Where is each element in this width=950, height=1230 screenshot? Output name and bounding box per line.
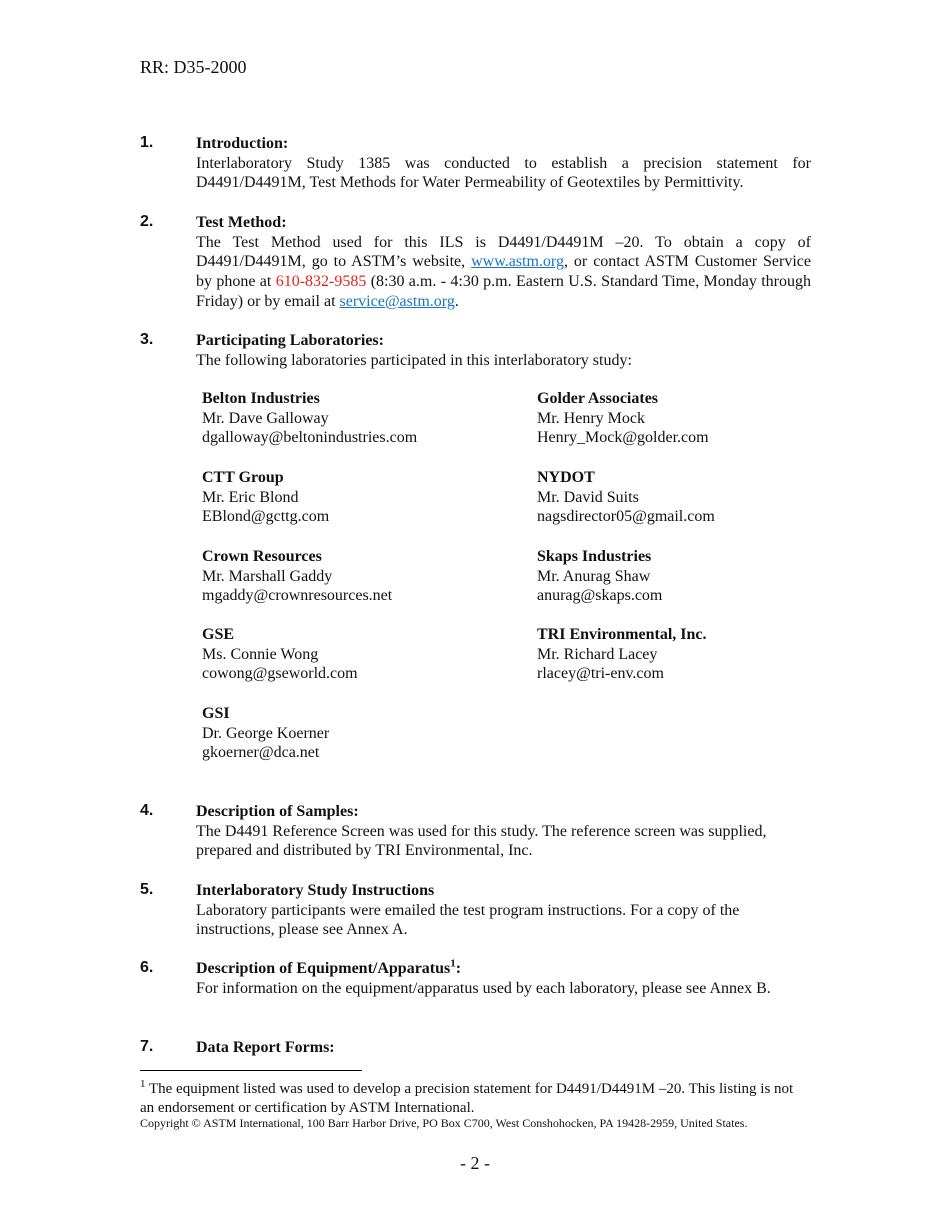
section-number: 3.	[140, 331, 154, 348]
lab-entry	[537, 389, 709, 448]
lab-contact: Ms. Connie Wong	[202, 645, 319, 663]
footnote-text: The equipment listed was used to develop a precision statement for D4491/D4491M –20. This listing is not an endorsement or certification by ASTM International.	[140, 1081, 794, 1116]
lab-email: rlacey@tri-env.com	[537, 665, 664, 683]
lab-entry	[202, 468, 329, 527]
lab-name: GSI	[202, 705, 230, 722]
section-number: 5.	[140, 881, 154, 898]
footnote-reference: 1	[450, 957, 456, 970]
lab-entry	[202, 547, 392, 606]
lab-contact: Dr. George Koerner	[202, 724, 330, 742]
lab-entry	[537, 547, 662, 606]
lab-name: GSE	[202, 626, 235, 643]
lab-entry	[202, 704, 329, 763]
section-title-suffix: :	[455, 960, 462, 977]
text-run: The Test Method used for this ILS is D4491/D4491M –20. To obtain a copy of D4491/D4491M, go to ASTM’s website,	[196, 233, 811, 271]
lab-entry	[202, 389, 417, 448]
lab-email: anurag@skaps.com	[537, 587, 663, 605]
lab-contact: Mr. Dave Galloway	[202, 409, 329, 427]
lab-email: cowong@gseworld.com	[202, 665, 358, 683]
section-text: Interlaboratory Study 1385 was conducted to establish a precision statement for D4491/D4491M, Test Methods for Water Permeability of Geotextiles by Permittivity.	[196, 154, 811, 192]
section-data-report-forms	[140, 1038, 811, 1058]
text-run: .	[454, 292, 459, 310]
lab-contact: Mr. Henry Mock	[537, 409, 645, 427]
lab-email: dgalloway@beltonindustries.com	[202, 429, 418, 447]
section-title: Participating Laboratories:	[196, 332, 384, 349]
lab-name: Golder Associates	[537, 390, 659, 407]
lab-entry	[202, 625, 358, 684]
section-title	[196, 959, 811, 979]
section-number: 2.	[140, 213, 154, 230]
running-header: RR: D35-2000	[140, 57, 247, 77]
section-participating-laboratories	[140, 331, 811, 370]
section-number: 1.	[140, 134, 154, 151]
lab-email: Henry_Mock@golder.com	[537, 429, 709, 447]
section-title-text: Description of Equipment/Apparatus	[196, 960, 451, 977]
lab-entry	[537, 468, 715, 527]
section-ils-instructions	[140, 881, 811, 940]
lab-contact: Mr. Anurag Shaw	[537, 567, 651, 585]
text-run: (8:30 a.m. - 4:30 p.m. Eastern U.S. Standard Time, Monday through Friday) or by email at	[196, 273, 811, 310]
astm-website-link[interactable]: www.astm.org	[471, 253, 564, 271]
section-title: Interlaboratory Study Instructions	[196, 882, 435, 899]
lab-email: nagsdirector05@gmail.com	[537, 508, 715, 526]
lab-entry	[537, 625, 707, 684]
section-text: The D4491 Reference Screen was used for this study. The reference screen was supplied, prepared and distributed by TRI Environmental, Inc.	[196, 822, 767, 860]
service-email-link[interactable]: service@astm.org	[339, 292, 455, 310]
section-text: Laboratory participants were emailed the test program instructions. For a copy of the instructions, please see Annex A.	[196, 901, 740, 939]
lab-email: EBlond@gcttg.com	[202, 508, 330, 526]
page-number: - 2 -	[460, 1153, 490, 1173]
lab-contact: Mr. Marshall Gaddy	[202, 567, 333, 585]
section-test-method	[140, 213, 811, 312]
footnote-separator	[140, 1070, 362, 1071]
section-text: For information on the equipment/apparatus used by each laboratory, please see Annex B.	[196, 979, 771, 997]
lab-contact: Mr. Eric Blond	[202, 488, 299, 506]
section-number: 4.	[140, 802, 154, 819]
footnote-mark: 1	[140, 1078, 146, 1090]
text-run: , or contact ASTM Customer Service by phone at	[196, 253, 811, 291]
lab-name: Crown Resources	[202, 548, 322, 565]
lab-email: gkoerner@dca.net	[202, 744, 320, 762]
phone-number: 610-832-9585	[275, 273, 367, 291]
copyright-notice: Copyright © ASTM International, 100 Barr Harbor Drive, PO Box C700, West Conshohocken, PA 19428-2959, United States.	[140, 1116, 748, 1130]
section-title: Introduction:	[196, 135, 289, 152]
section-title: Data Report Forms:	[196, 1039, 335, 1056]
lab-name: Belton Industries	[202, 390, 320, 407]
section-text: The following laboratories participated in this interlaboratory study:	[196, 351, 632, 369]
footnote	[140, 1080, 811, 1117]
section-number: 6.	[140, 959, 154, 976]
lab-name: CTT Group	[202, 469, 284, 486]
lab-name: TRI Environmental, Inc.	[537, 626, 707, 643]
lab-email: mgaddy@crownresources.net	[202, 587, 393, 605]
section-equipment	[140, 959, 811, 998]
lab-name: Skaps Industries	[537, 548, 652, 565]
section-number: 7.	[140, 1038, 154, 1055]
lab-contact: Mr. Richard Lacey	[537, 645, 658, 663]
lab-name: NYDOT	[537, 469, 595, 486]
section-introduction	[140, 134, 811, 193]
section-title: Description of Samples:	[196, 803, 359, 820]
lab-contact: Mr. David Suits	[537, 488, 639, 506]
section-description-of-samples	[140, 802, 811, 861]
section-title: Test Method:	[196, 214, 287, 231]
section-text	[196, 233, 811, 312]
